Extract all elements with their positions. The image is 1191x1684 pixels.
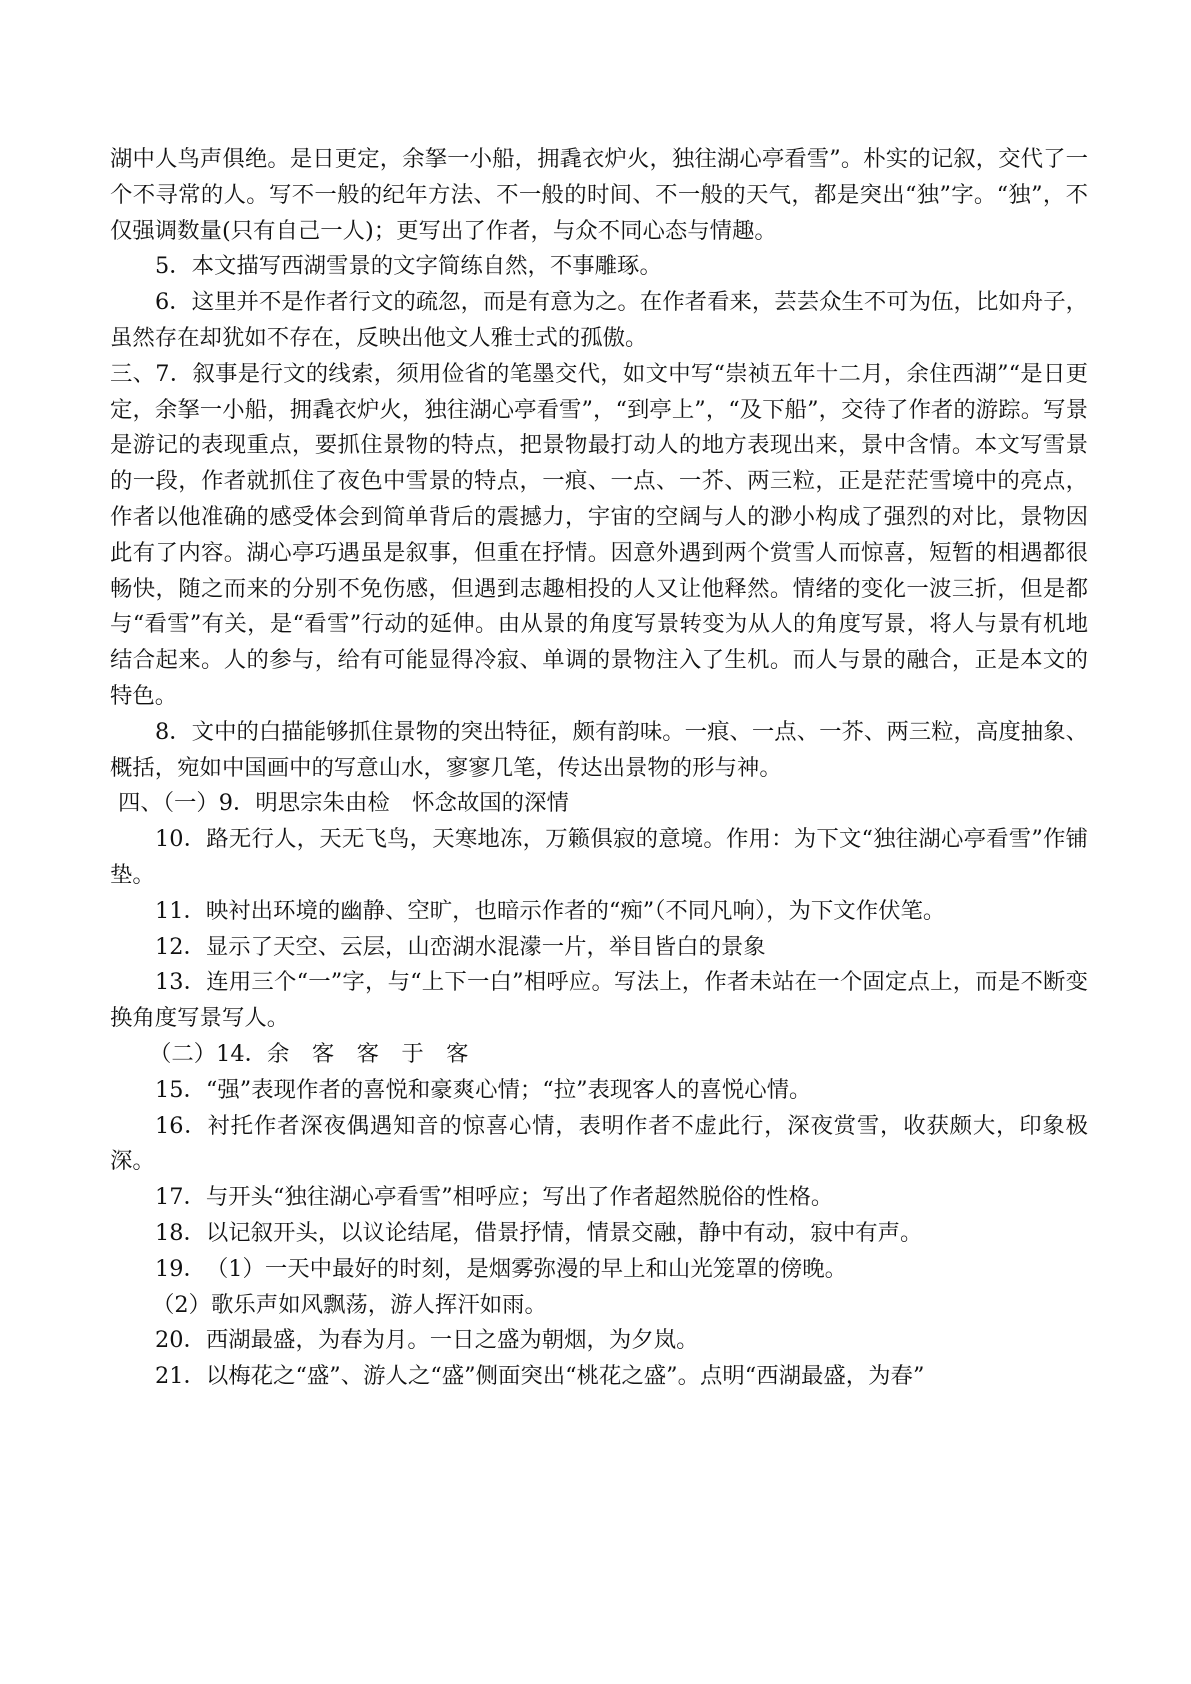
answer-6: 6．这里并不是作者行文的疏忽，而是有意为之。在作者看来，芸芸众生不可为伍，比如舟子，虽然存在却犹如不存在，反映出他文人雅士式的孤傲。 (110, 289, 1088, 351)
answer-5: 5．本文描写西湖雪景的文字简练自然，不事雕琢。 (155, 253, 662, 280)
answer-11: 11．映衬出环境的幽静、空旷，也暗示作者的“痴”（不同凡响），为下文作伏笔。 (155, 897, 946, 924)
answer-19-part-2: （2）歌乐声如风飘荡，游人挥汗如雨。 (152, 1291, 547, 1318)
answer-7: 三、7．叙事是行文的线索，须用俭省的笔墨交代，如文中写“崇祯五年十二月，余住西湖”“是日更定，余拏一小船，拥毳衣炉火，独往湖心亭看雪”，“到亭上”，“及下船”，交待了作者的游踪。写景是游记的表现重点，要抓住景物的特点，把景物最打动人的地方表现出来，景中含情。本文写雪景的一段，作者就抓住了夜色中雪景的特点，一痕、一点、一芥、两三粒，正是茫茫雪境中的亮点，作者以他准确的感受体会到简单背后的震撼力，宇宙的空阔与人的渺小构成了强烈的对比，景物因此有了内容。湖心亭巧遇虽是叙事，但重在抒情。因意外遇到两个赏雪人而惊喜，短暂的相遇都很畅快，随之而来的分别不免伤感，但遇到志趣相投的人又让他释然。情绪的变化一波三折，但是都与“看雪”有关，是“看雪”行动的延伸。由从景的角度写景转变为从人的角度写景，将人与景有机地结合起来。人的参与，给有可能显得冷寂、单调的景物注入了生机。而人与景的融合，正是本文的特色。 (110, 360, 1088, 709)
answer-20: 20．西湖最盛，为春为月。一日之盛为朝烟，为夕岚。 (155, 1327, 699, 1354)
answer-21: 21．以梅花之“盛”、游人之“盛”侧面突出“桃花之盛”。点明“西湖最盛，为春” (155, 1363, 925, 1390)
answer-8: 8．文中的白描能够抓住景物的突出特征，颇有韵味。一痕、一点、一芥、两三粒，高度抽象、概括，宛如中国画中的写意山水，寥寥几笔，传达出景物的形与神。 (110, 718, 1088, 781)
answer-17: 17．与开头“独往湖心亭看雪”相呼应；写出了作者超然脱俗的性格。 (155, 1184, 834, 1211)
document-body (110, 142, 1088, 1395)
answer-14: （二）14．余 客 客 于 客 (149, 1040, 469, 1067)
answer-13: 13．连用三个“一”字，与“上下一白”相呼应。写法上，作者未站在一个固定点上，而是不断变换角度写景写人。 (110, 969, 1088, 1032)
answer-10: 10．路无行人，天无飞鸟，天寒地冻，万籁俱寂的意境。作用：为下文“独往湖心亭看雪”作铺垫。 (110, 826, 1088, 888)
answer-16: 16．衬托作者深夜偶遇知音的惊喜心情，表明作者不虚此行，深夜赏雪，收获颇大，印象极深。 (110, 1112, 1088, 1175)
answer-12: 12．显示了天空、云层，山峦湖水混濛一片，举目皆白的景象 (155, 933, 766, 960)
answer-15: 15．“强”表现作者的喜悦和豪爽心情；“拉”表现客人的喜悦心情。 (155, 1076, 812, 1103)
paragraph-continuation: 湖中人鸟声俱绝。是日更定，余拏一小船，拥毳衣炉火，独往湖心亭看雪”。朴实的记叙，交代了一个不寻常的人。写不一般的纪年方法、不一般的时间、不一般的天气，都是突出“独”字。“独”，不仅强调数量(只有自己一人)；更写出了作者，与众不同心态与情趣。 (110, 146, 1088, 244)
answer-9: 四、（一）9．明思宗朱由检 怀念故国的深情 (118, 790, 569, 817)
answer-19-part-1: 19． （1）一天中最好的时刻，是烟雾弥漫的早上和山光笼罩的傍晚。 (155, 1255, 848, 1282)
answer-18: 18．以记叙开头，以议论结尾，借景抒情，情景交融，静中有动，寂中有声。 (155, 1219, 923, 1246)
